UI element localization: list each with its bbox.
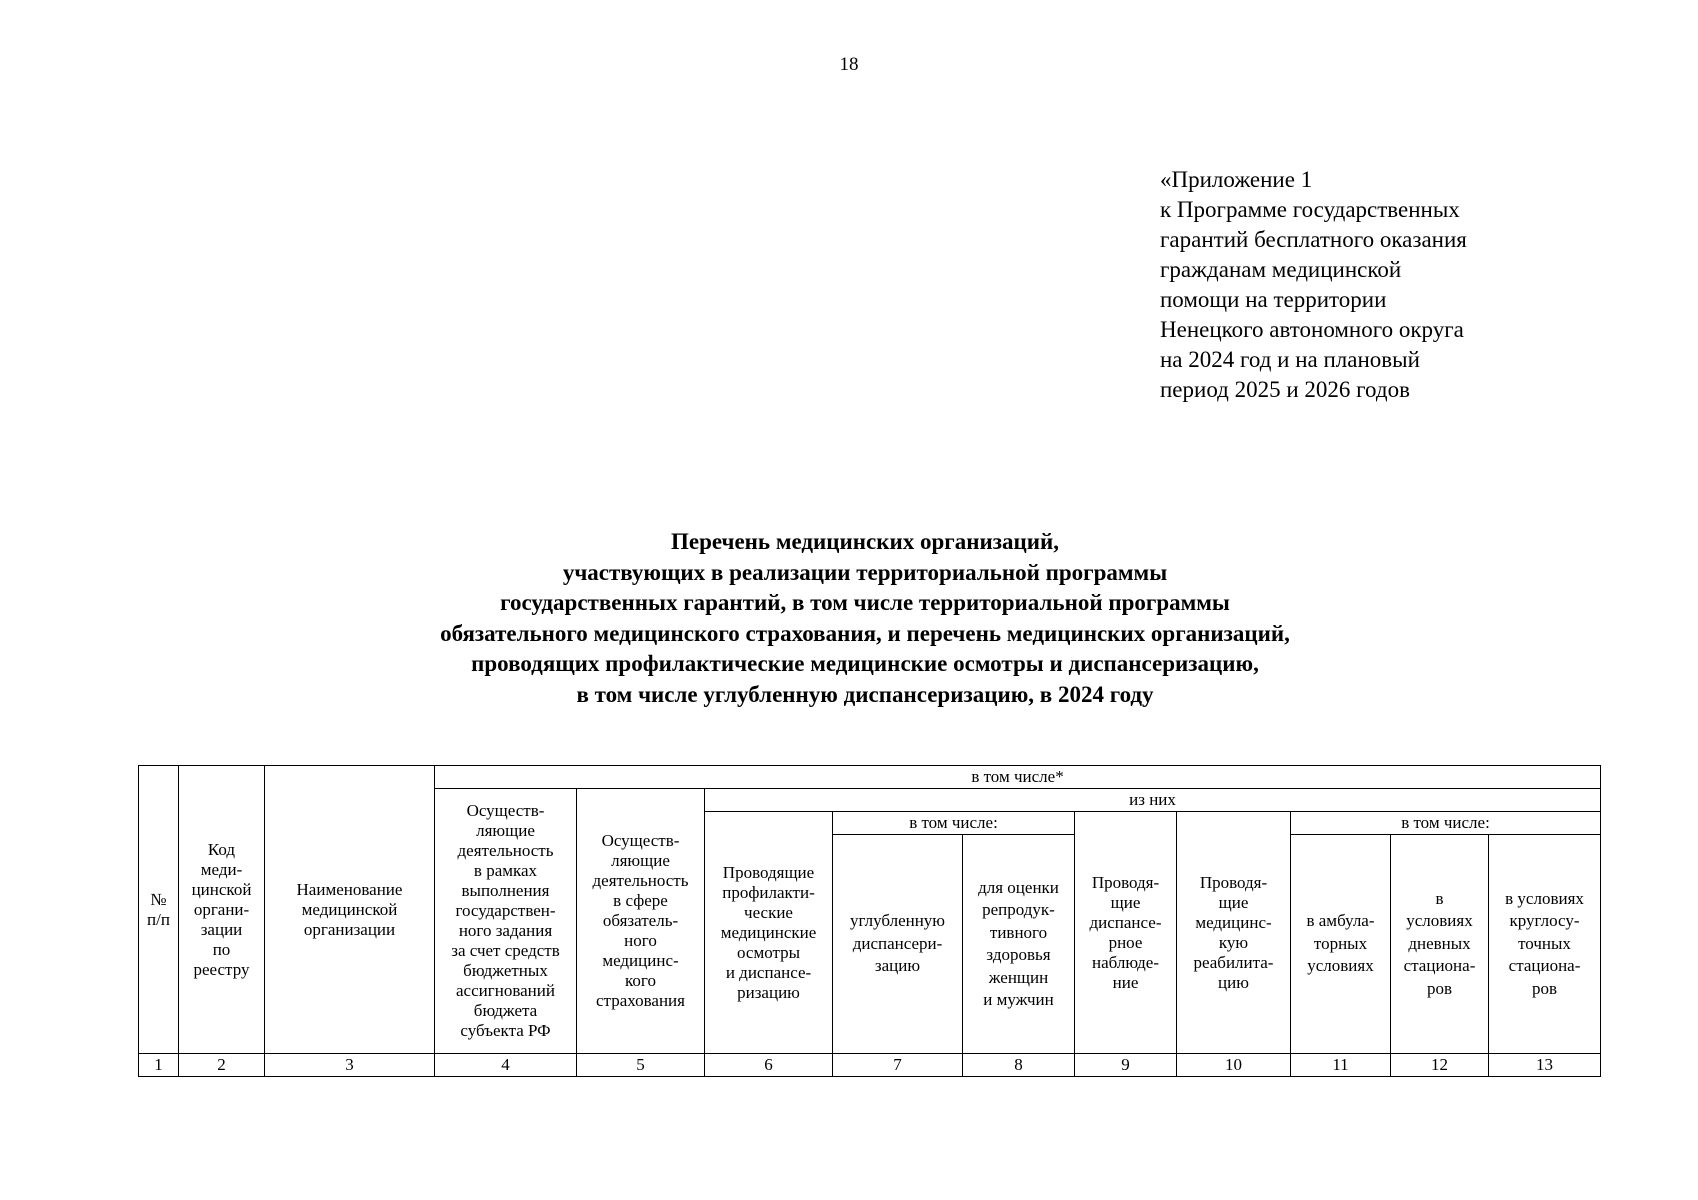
col-header-in-depth: углубленную диспансери- зацию	[833, 835, 963, 1054]
column-number: 11	[1291, 1054, 1391, 1077]
column-number-row	[139, 1054, 1601, 1077]
title-line: Перечень медицинских организаций,	[670, 529, 1060, 554]
appendix-header	[1160, 165, 1580, 405]
title-line: участвующих в реализации территориальной программы	[562, 559, 1168, 585]
column-number: 5	[577, 1054, 705, 1077]
col-header-budget: Осуществ- ляющие деятельность в рамках выполнения государствен- ного задания за счет средств бюджетных ассигнований бюджета субъекта РФ	[435, 789, 577, 1054]
appendix-line: гражданам медицинской	[1160, 257, 1402, 282]
document-title	[200, 527, 1530, 710]
column-number: 10	[1177, 1054, 1291, 1077]
col-header-reproductive: для оценки репродук- тивного здоровья женщин и мужчин	[963, 835, 1075, 1054]
col-header-dispensary: Проводя- щие диспансе- рное наблюде- ние	[1075, 812, 1177, 1054]
column-number: 3	[265, 1054, 435, 1077]
group-header-including-2: в том числе:	[1291, 812, 1601, 835]
appendix-line: к Программе государственных	[1160, 197, 1460, 222]
title-line: обязательного медицинского страхования, и перечень медицинских организаций,	[440, 620, 1290, 646]
appendix-line: «Приложение 1	[1160, 167, 1313, 192]
group-header-including: в том числе*	[435, 766, 1601, 789]
col-header-round-the-clock: в условиях круглосу- точных стациона- ров	[1489, 835, 1601, 1054]
column-number: 9	[1075, 1054, 1177, 1077]
col-header-outpatient: в амбула- торных условиях	[1291, 835, 1391, 1054]
header-row-1	[139, 766, 1601, 789]
column-number: 13	[1489, 1054, 1601, 1077]
appendix-line: на 2024 год и на плановый	[1160, 347, 1420, 372]
group-header-including-1: в том числе:	[833, 812, 1075, 835]
title-line: проводящих профилактические медицинские осмотры и диспансеризацию,	[471, 651, 1259, 676]
col-header-prophylactic: Проводящие профилакти- ческие медицинские осмотры и диспансе- ризацию	[705, 812, 833, 1054]
appendix-line: помощи на территории	[1160, 287, 1387, 312]
appendix-line: гарантий бесплатного оказания	[1160, 227, 1467, 252]
column-number: 6	[705, 1054, 833, 1077]
column-number: 4	[435, 1054, 577, 1077]
column-number: 1	[139, 1054, 179, 1077]
column-number: 12	[1391, 1054, 1489, 1077]
page-number: 18	[839, 54, 859, 75]
col-header-number: № п/п	[139, 766, 179, 1054]
appendix-line: период 2025 и 2026 годов	[1160, 377, 1410, 402]
column-number: 2	[179, 1054, 265, 1077]
organizations-table	[138, 765, 1601, 1077]
col-header-oms: Осуществ- ляющие деятельность в сфере обязатель- ного медицинс- кого страхования	[577, 789, 705, 1054]
col-header-day-hospital: в условиях дневных стациона- ров	[1391, 835, 1489, 1054]
title-line: в том числе углубленную диспансеризацию, в 2024 году	[576, 681, 1154, 707]
col-header-org-code: Код меди- цинской органи- зации по реестру	[179, 766, 265, 1054]
appendix-line: Ненецкого автономного округа	[1160, 317, 1464, 342]
column-number: 7	[833, 1054, 963, 1077]
col-header-rehabilitation: Проводя- щие медицинс- кую реабилита- цию	[1177, 812, 1291, 1054]
col-header-org-name: Наименование медицинской организации	[265, 766, 435, 1054]
group-header-of-them: из них	[705, 789, 1601, 812]
column-number: 8	[963, 1054, 1075, 1077]
title-line: государственных гарантий, в том числе территориальной программы	[500, 590, 1230, 615]
